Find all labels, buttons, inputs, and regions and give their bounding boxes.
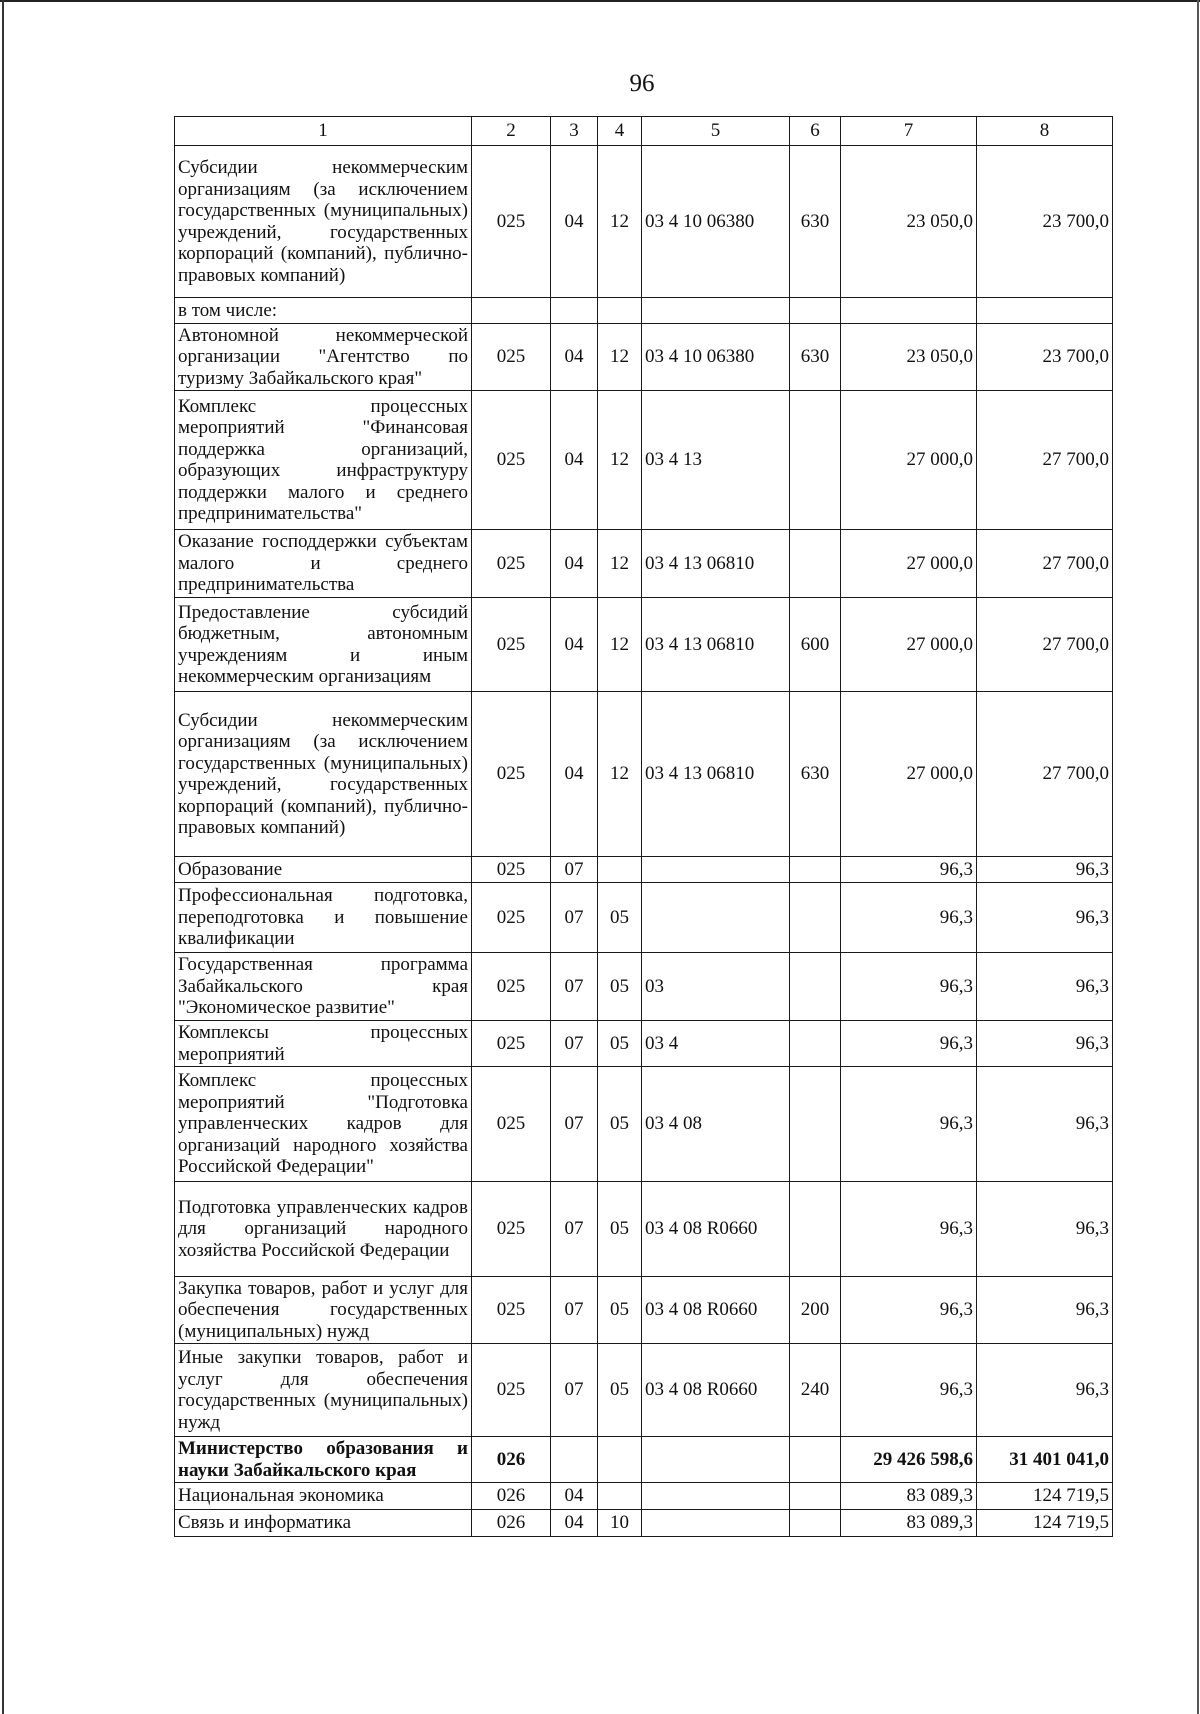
subsection-code-cell: 05: [598, 1021, 642, 1067]
target-article-cell: 03 4: [642, 1021, 790, 1067]
subsection-code-cell: [598, 857, 642, 883]
section-code-cell: [551, 298, 598, 324]
target-article-cell: 03 4 10 06380: [642, 146, 790, 298]
section-code-cell: 04: [551, 530, 598, 598]
amount-year2-cell: 124 719,5: [977, 1483, 1113, 1510]
row-name-cell: Подготовка управленческих кадров для организаций народного хозяйства Российской Федерации: [175, 1182, 472, 1277]
table-row: [175, 1067, 1113, 1182]
admin-code-cell: 025: [472, 530, 551, 598]
row-name-cell: Закупка товаров, работ и услуг для обеспечения государственных (муниципальных) нужд: [175, 1277, 472, 1344]
subsection-code-cell: 05: [598, 1067, 642, 1182]
table-row: [175, 530, 1113, 598]
header-cell: 3: [551, 117, 598, 146]
amount-year2-cell: 96,3: [977, 1021, 1113, 1067]
table-row: [175, 391, 1113, 530]
target-article-cell: 03 4 13: [642, 391, 790, 530]
amount-year2-cell: 23 700,0: [977, 146, 1113, 298]
admin-code-cell: 025: [472, 1021, 551, 1067]
table-row: [175, 146, 1113, 298]
target-article-cell: [642, 883, 790, 953]
amount-year2-cell: 96,3: [977, 883, 1113, 953]
header-cell: 7: [841, 117, 977, 146]
admin-code-cell: 025: [472, 146, 551, 298]
scan-top-edge: [0, 0, 1200, 2]
amount-year1-cell: 23 050,0: [841, 146, 977, 298]
expense-type-cell: 200: [790, 1277, 841, 1344]
amount-year1-cell: [841, 298, 977, 324]
table-row: [175, 1483, 1113, 1510]
expense-type-cell: 240: [790, 1344, 841, 1437]
scan-left-edge: [2, 0, 4, 1714]
header-cell: 4: [598, 117, 642, 146]
section-code-cell: 04: [551, 1510, 598, 1537]
table-row: [175, 1277, 1113, 1344]
subsection-code-cell: 05: [598, 1277, 642, 1344]
admin-code-cell: 025: [472, 857, 551, 883]
expense-type-cell: [790, 391, 841, 530]
admin-code-cell: 025: [472, 1344, 551, 1437]
amount-year2-cell: 27 700,0: [977, 530, 1113, 598]
target-article-cell: 03 4 08 R0660: [642, 1182, 790, 1277]
expense-type-cell: [790, 1510, 841, 1537]
table-row: [175, 1510, 1113, 1537]
target-article-cell: 03 4 13 06810: [642, 598, 790, 692]
subsection-code-cell: 12: [598, 146, 642, 298]
header-cell: 8: [977, 117, 1113, 146]
target-article-cell: 03 4 13 06810: [642, 692, 790, 857]
table-row: [175, 1437, 1113, 1483]
admin-code-cell: 026: [472, 1437, 551, 1483]
amount-year1-cell: 96,3: [841, 1067, 977, 1182]
target-article-cell: 03 4 08: [642, 1067, 790, 1182]
table-row: [175, 324, 1113, 391]
expense-type-cell: [790, 953, 841, 1021]
table-row: [175, 1344, 1113, 1437]
amount-year1-cell: 96,3: [841, 883, 977, 953]
table-row: [175, 598, 1113, 692]
target-article-cell: [642, 1437, 790, 1483]
section-code-cell: 07: [551, 1182, 598, 1277]
target-article-cell: [642, 1510, 790, 1537]
amount-year1-cell: 96,3: [841, 953, 977, 1021]
expense-type-cell: [790, 1067, 841, 1182]
row-name-cell: Субсидии некоммерческим организациям (за исключением государственных (муниципальных) учреждений, государственных корпораций (компаний), публично-правовых компаний): [175, 146, 472, 298]
section-code-cell: 07: [551, 1277, 598, 1344]
table-row: [175, 857, 1113, 883]
subsection-code-cell: 05: [598, 953, 642, 1021]
section-code-cell: 07: [551, 953, 598, 1021]
amount-year1-cell: 96,3: [841, 1277, 977, 1344]
table-header-row: [175, 117, 1113, 146]
admin-code-cell: [472, 298, 551, 324]
admin-code-cell: 025: [472, 391, 551, 530]
subsection-code-cell: 12: [598, 598, 642, 692]
subsection-code-cell: 05: [598, 1344, 642, 1437]
amount-year1-cell: 96,3: [841, 1182, 977, 1277]
admin-code-cell: 025: [472, 953, 551, 1021]
table-row: [175, 1021, 1113, 1067]
subsection-code-cell: 05: [598, 1182, 642, 1277]
scan-right-edge: [1197, 0, 1199, 1714]
subsection-code-cell: 05: [598, 883, 642, 953]
row-name-cell: Иные закупки товаров, работ и услуг для обеспечения государственных (муниципальных) нужд: [175, 1344, 472, 1437]
row-name-cell: Национальная экономика: [175, 1483, 472, 1510]
section-code-cell: 04: [551, 324, 598, 391]
header-cell: 1: [175, 117, 472, 146]
row-name-cell: Оказание господдержки субъектам малого и среднего предпринимательства: [175, 530, 472, 598]
amount-year1-cell: 23 050,0: [841, 324, 977, 391]
header-cell: 6: [790, 117, 841, 146]
subsection-code-cell: [598, 298, 642, 324]
row-name-cell: Автономной некоммерческой организации "Агентство по туризму Забайкальского края": [175, 324, 472, 391]
subsection-code-cell: 10: [598, 1510, 642, 1537]
target-article-cell: 03 4 08 R0660: [642, 1277, 790, 1344]
amount-year1-cell: 83 089,3: [841, 1510, 977, 1537]
subsection-code-cell: [598, 1437, 642, 1483]
page-number: 96: [629, 70, 655, 97]
amount-year1-cell: 27 000,0: [841, 598, 977, 692]
expense-type-cell: [790, 857, 841, 883]
section-code-cell: 04: [551, 598, 598, 692]
target-article-cell: 03 4 08 R0660: [642, 1344, 790, 1437]
amount-year2-cell: 96,3: [977, 953, 1113, 1021]
expense-type-cell: 630: [790, 324, 841, 391]
section-code-cell: 07: [551, 1344, 598, 1437]
table-row: [175, 298, 1113, 324]
section-code-cell: 04: [551, 146, 598, 298]
amount-year1-cell: 27 000,0: [841, 530, 977, 598]
table-row: [175, 953, 1113, 1021]
expense-type-cell: 630: [790, 146, 841, 298]
header-cell: 5: [642, 117, 790, 146]
amount-year1-cell: 96,3: [841, 857, 977, 883]
section-code-cell: 07: [551, 1021, 598, 1067]
amount-year1-cell: 96,3: [841, 1344, 977, 1437]
amount-year2-cell: 96,3: [977, 857, 1113, 883]
row-name-cell: Связь и информатика: [175, 1510, 472, 1537]
amount-year2-cell: 27 700,0: [977, 391, 1113, 530]
amount-year1-cell: 27 000,0: [841, 391, 977, 530]
amount-year1-cell: 96,3: [841, 1021, 977, 1067]
row-name-cell: Образование: [175, 857, 472, 883]
budget-table: [174, 116, 1113, 1537]
admin-code-cell: 025: [472, 692, 551, 857]
admin-code-cell: 025: [472, 883, 551, 953]
table-row: [175, 692, 1113, 857]
target-article-cell: [642, 1483, 790, 1510]
amount-year2-cell: 23 700,0: [977, 324, 1113, 391]
table-row: [175, 883, 1113, 953]
row-name-cell: Субсидии некоммерческим организациям (за исключением государственных (муниципальных) учреждений, государственных корпораций (компаний), публично-правовых компаний): [175, 692, 472, 857]
target-article-cell: 03 4 13 06810: [642, 530, 790, 598]
expense-type-cell: [790, 1483, 841, 1510]
amount-year2-cell: 96,3: [977, 1182, 1113, 1277]
row-name-cell: Министерство образования и науки Забайкальского края: [175, 1437, 472, 1483]
admin-code-cell: 025: [472, 1182, 551, 1277]
amount-year1-cell: 29 426 598,6: [841, 1437, 977, 1483]
admin-code-cell: 026: [472, 1483, 551, 1510]
row-name-cell: Комплекс процессных мероприятий "Подготовка управленческих кадров для организаций народного хозяйства Российской Федерации": [175, 1067, 472, 1182]
subsection-code-cell: 12: [598, 530, 642, 598]
subsection-code-cell: 12: [598, 692, 642, 857]
expense-type-cell: [790, 1182, 841, 1277]
target-article-cell: 03: [642, 953, 790, 1021]
admin-code-cell: 026: [472, 1510, 551, 1537]
admin-code-cell: 025: [472, 598, 551, 692]
amount-year1-cell: 83 089,3: [841, 1483, 977, 1510]
section-code-cell: 04: [551, 391, 598, 530]
row-name-cell: Предоставление субсидий бюджетным, автономным учреждениям и иным некоммерческим организациям: [175, 598, 472, 692]
amount-year2-cell: [977, 298, 1113, 324]
admin-code-cell: 025: [472, 324, 551, 391]
subsection-code-cell: 12: [598, 391, 642, 530]
target-article-cell: [642, 857, 790, 883]
target-article-cell: 03 4 10 06380: [642, 324, 790, 391]
row-name-cell: Профессиональная подготовка, переподготовка и повышение квалификации: [175, 883, 472, 953]
section-code-cell: 07: [551, 1067, 598, 1182]
admin-code-cell: 025: [472, 1067, 551, 1182]
subsection-code-cell: 12: [598, 324, 642, 391]
expense-type-cell: [790, 883, 841, 953]
amount-year1-cell: 27 000,0: [841, 692, 977, 857]
expense-type-cell: [790, 298, 841, 324]
header-cell: 2: [472, 117, 551, 146]
target-article-cell: [642, 298, 790, 324]
amount-year2-cell: 96,3: [977, 1067, 1113, 1182]
expense-type-cell: 600: [790, 598, 841, 692]
section-code-cell: 07: [551, 857, 598, 883]
section-code-cell: 04: [551, 1483, 598, 1510]
row-name-cell: Государственная программа Забайкальского края "Экономическое развитие": [175, 953, 472, 1021]
amount-year2-cell: 31 401 041,0: [977, 1437, 1113, 1483]
amount-year2-cell: 96,3: [977, 1344, 1113, 1437]
table-row: [175, 1182, 1113, 1277]
section-code-cell: 04: [551, 692, 598, 857]
section-code-cell: 07: [551, 883, 598, 953]
admin-code-cell: 025: [472, 1277, 551, 1344]
row-name-cell: в том числе:: [175, 298, 472, 324]
row-name-cell: Комплекс процессных мероприятий "Финансовая поддержка организаций, образующих инфраструктуру поддержки малого и среднего предпринимательства": [175, 391, 472, 530]
expense-type-cell: [790, 1021, 841, 1067]
expense-type-cell: [790, 1437, 841, 1483]
amount-year2-cell: 124 719,5: [977, 1510, 1113, 1537]
amount-year2-cell: 96,3: [977, 1277, 1113, 1344]
amount-year2-cell: 27 700,0: [977, 598, 1113, 692]
section-code-cell: [551, 1437, 598, 1483]
amount-year2-cell: 27 700,0: [977, 692, 1113, 857]
expense-type-cell: 630: [790, 692, 841, 857]
subsection-code-cell: [598, 1483, 642, 1510]
row-name-cell: Комплексы процессных мероприятий: [175, 1021, 472, 1067]
expense-type-cell: [790, 530, 841, 598]
